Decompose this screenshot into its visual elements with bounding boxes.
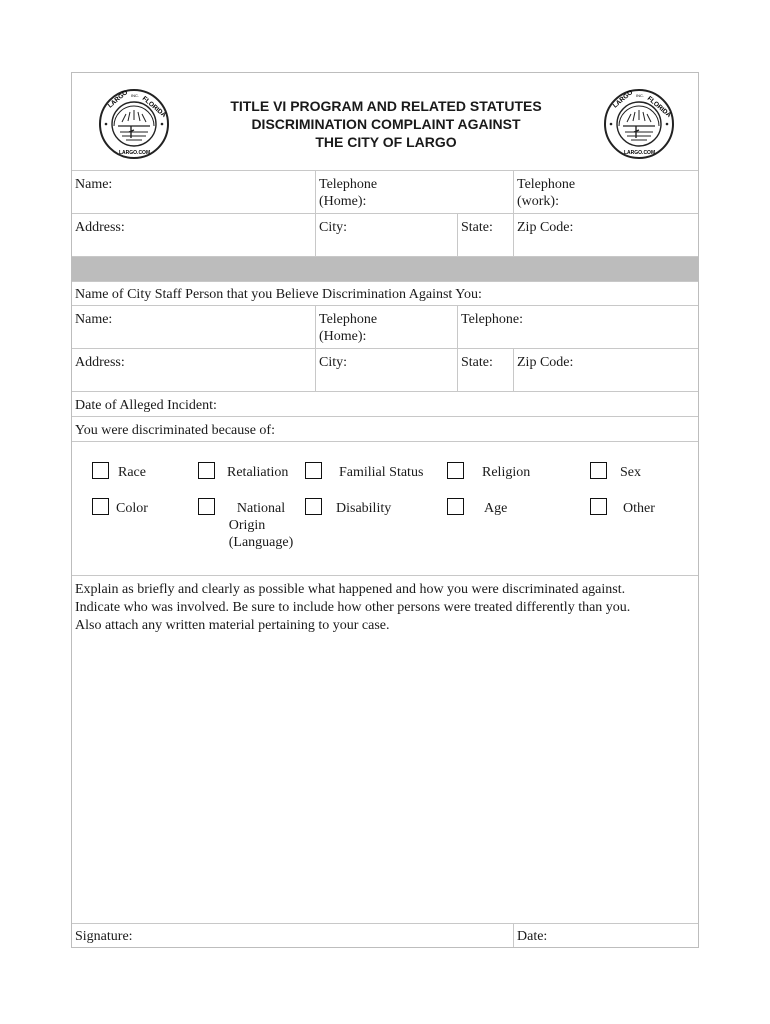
- race-label: Race: [118, 465, 146, 480]
- staff-name-field[interactable]: [72, 306, 315, 348]
- disability-label: Disability: [336, 501, 392, 516]
- svg-text:FLORIDA: FLORIDA: [645, 95, 673, 120]
- other-checkbox[interactable]: [590, 498, 607, 515]
- staff-address-row: [72, 349, 698, 392]
- sex-label: Sex: [620, 465, 641, 480]
- name-label: Name:: [75, 177, 113, 192]
- staff-address-field[interactable]: [72, 349, 315, 391]
- incident-date-field[interactable]: [72, 392, 698, 416]
- city-seal-right: [603, 88, 675, 160]
- explanation-instructions: [72, 576, 698, 923]
- staff-name-row: [72, 306, 698, 349]
- color-checkbox[interactable]: [92, 498, 109, 515]
- sex-checkbox[interactable]: [590, 462, 607, 479]
- age-label: Age: [484, 501, 508, 516]
- staff-zip-field[interactable]: [513, 349, 698, 391]
- staff-city-label: City:: [319, 355, 348, 370]
- national-origin-line-3: (Language): [228, 535, 294, 550]
- retaliation-label: Retaliation: [227, 465, 289, 480]
- familial-status-label: Familial Status: [339, 465, 424, 480]
- religion-checkbox[interactable]: [447, 462, 464, 479]
- familial-status-checkbox[interactable]: [305, 462, 322, 479]
- title-line-1: TITLE VI PROGRAM AND RELATED STATUTES: [230, 98, 542, 114]
- staff-home-phone-label-2: (Home):: [319, 329, 367, 344]
- staff-state-field[interactable]: [457, 349, 513, 391]
- home-phone-label-2: (Home):: [319, 194, 367, 209]
- state-label: State:: [461, 220, 493, 235]
- age-checkbox[interactable]: [447, 498, 464, 515]
- explanation-line-3: Also attach any written material pertaining to your case.: [75, 618, 390, 633]
- work-phone-label-2: (work):: [517, 194, 559, 209]
- explanation-section[interactable]: [72, 576, 698, 924]
- complainant-home-phone-field[interactable]: [315, 171, 513, 213]
- form-title: [202, 97, 570, 151]
- complaint-form: [71, 72, 699, 948]
- disability-checkbox[interactable]: [305, 498, 322, 515]
- form-header: [72, 73, 698, 171]
- svg-text:INC.: INC.: [636, 93, 644, 98]
- national-origin-line-1: National: [236, 501, 286, 516]
- complainant-name-row: [72, 171, 698, 214]
- signature-field[interactable]: [72, 924, 513, 947]
- incident-date-row: [72, 392, 698, 417]
- staff-state-label: State:: [461, 355, 493, 370]
- complainant-work-phone-field[interactable]: [513, 171, 698, 213]
- staff-home-phone-field[interactable]: [315, 306, 457, 348]
- signature-label: Signature:: [75, 929, 133, 944]
- complainant-name-field[interactable]: [72, 171, 315, 213]
- svg-text:LARGO: LARGO: [611, 89, 635, 110]
- incident-date-label: Date of Alleged Incident:: [75, 398, 217, 413]
- zip-label: Zip Code:: [517, 220, 574, 235]
- city-seal-left: [98, 88, 170, 160]
- staff-home-phone-label-1: Telephone: [319, 312, 378, 327]
- svg-text:LARGO.COM: LARGO.COM: [624, 150, 656, 156]
- staff-phone-label: Telephone:: [461, 312, 523, 327]
- staff-address-label: Address:: [75, 355, 125, 370]
- svg-text:LARGO: LARGO: [106, 89, 130, 110]
- color-label: Color: [116, 501, 148, 516]
- basis-checkbox-section: [72, 442, 698, 576]
- complainant-city-field[interactable]: [315, 214, 457, 256]
- title-line-2: DISCRIMINATION COMPLAINT AGAINST: [251, 116, 521, 132]
- title-line-3: THE CITY OF LARGO: [315, 134, 457, 150]
- staff-phone-field[interactable]: [457, 306, 698, 348]
- retaliation-checkbox[interactable]: [198, 462, 215, 479]
- staff-heading-row: [72, 282, 698, 306]
- because-of-label: You were discriminated because of:: [75, 423, 275, 438]
- race-checkbox[interactable]: [92, 462, 109, 479]
- section-divider-bar: [72, 257, 698, 282]
- city-label: City:: [319, 220, 348, 235]
- national-origin-line-2: Origin: [228, 518, 266, 533]
- date-field[interactable]: [513, 924, 698, 947]
- explanation-line-1: Explain as briefly and clearly as possible what happened and how you were discriminated against.: [75, 582, 626, 597]
- svg-text:LARGO.COM: LARGO.COM: [119, 150, 151, 156]
- religion-label: Religion: [482, 465, 531, 480]
- complainant-zip-field[interactable]: [513, 214, 698, 256]
- staff-zip-label: Zip Code:: [517, 355, 574, 370]
- staff-name-label: Name:: [75, 312, 113, 327]
- complainant-address-row: [72, 214, 698, 257]
- svg-text:FLORIDA: FLORIDA: [140, 95, 168, 120]
- national-origin-checkbox[interactable]: [198, 498, 215, 515]
- address-label: Address:: [75, 220, 125, 235]
- date-label: Date:: [517, 929, 548, 944]
- signature-row: [72, 924, 698, 947]
- explanation-line-2: Indicate who was involved. Be sure to include how other persons were treated differently than you.: [75, 600, 631, 615]
- staff-city-field[interactable]: [315, 349, 457, 391]
- svg-text:INC.: INC.: [131, 93, 139, 98]
- other-label: Other: [623, 501, 655, 516]
- home-phone-label-1: Telephone: [319, 177, 378, 192]
- work-phone-label-1: Telephone: [517, 177, 576, 192]
- complainant-address-field[interactable]: [72, 214, 315, 256]
- staff-heading: Name of City Staff Person that you Believe Discrimination Against You:: [75, 287, 482, 302]
- because-of-row: [72, 417, 698, 442]
- national-origin-label: [225, 500, 297, 551]
- complainant-state-field[interactable]: [457, 214, 513, 256]
